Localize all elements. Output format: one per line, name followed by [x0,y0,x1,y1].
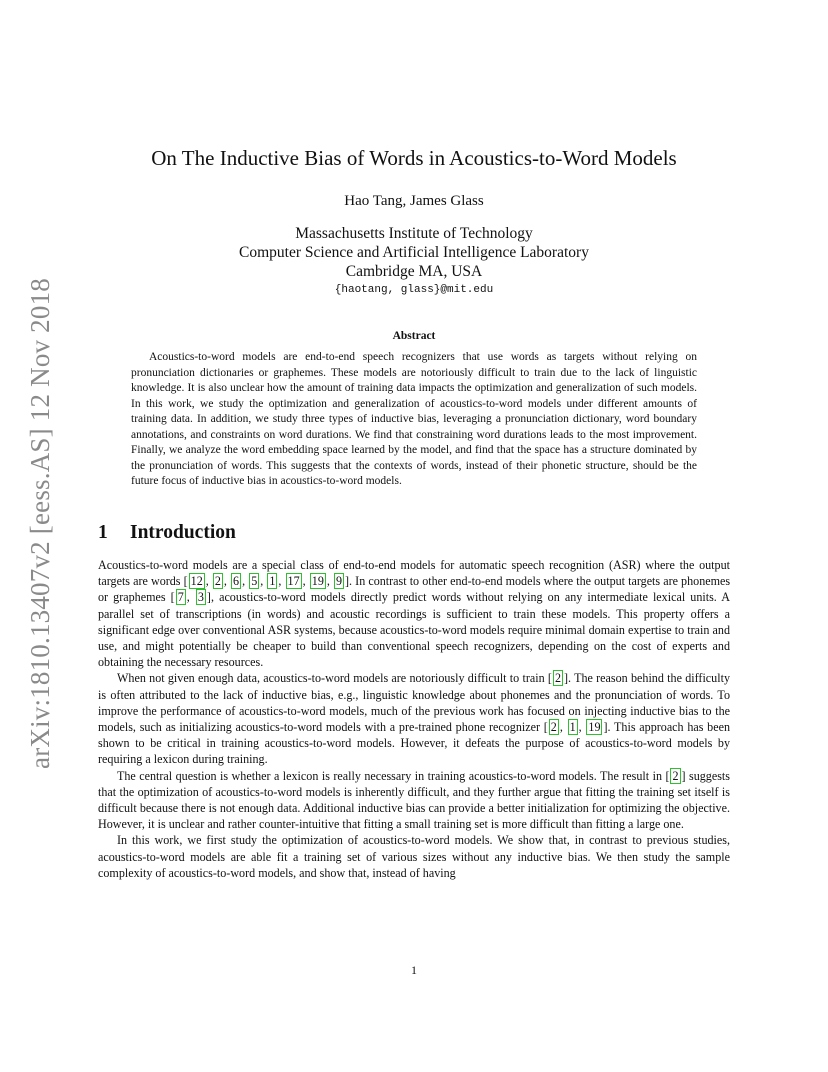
citation-link[interactable]: 3 [197,590,204,605]
affiliation-institute: Massachusetts Institute of Technology [295,225,533,242]
section-title: Introduction [130,522,236,543]
affiliation [0,224,828,281]
citation-group: 2 , 1 , 19 [550,720,601,735]
citation-group [669,769,681,783]
citation-link[interactable]: 2 [214,574,221,589]
citation-link[interactable]: 2 [550,720,557,735]
citation-link[interactable]: 19 [588,720,601,735]
citation-link[interactable]: 1 [569,720,576,735]
section-heading [98,522,730,544]
citation-group [552,671,564,685]
affiliation-lab: Computer Science and Artificial Intelligence Laboratory [239,244,589,261]
abstract-text: Acoustics-to-word models are end-to-end speech recognizers that use words as targets without relying on pronunciation dictionaries or graphemes. These models are notoriously difficult to train due to the lack of linguistic knowledge. It is also unclear how the amount of training data impacts the optimization and generalization of such models. In this work, we study the optimization and generalization of acoustics-to-word models under different amounts of training data. In addition, we study three types of inductive bias, leveraging a pronunciation dictionary, word boundary annotations, and constraints on word durations. We find that constraining word durations leads to the most improvement. Finally, we analyze the word embedding space learned by the model, and find that the space has a structure dominated by the pronunciation of words. This suggests that the contexts of words, instead of their phonetic structure, should be the future focus of inductive bias in acoustics-to-word models. [131,351,697,487]
paragraph-3: The central question is whether a lexicon is really necessary in training acoustics-to-word models. The result in [ 2 ] suggests that the optimization of acoustics-to-word models is inherently difficult, and they further argue that fitting the training set itself is difficult because there is not enough data. Additional inductive bias can provide a better initialization for optimizing the objective. However, it is unclear and rather counter-intuitive that fitting a small training set is more difficult than fitting a large one. [98,768,730,832]
citation-link[interactable]: 9 [335,574,343,589]
body-text [98,557,730,881]
citation-group: 12 , 2 , 6 , 5 , 1 , 17 , 19 , 9 [190,574,343,589]
author-email: {haotang, glass}@mit.edu [334,284,494,296]
citation-link[interactable]: 12 [190,574,203,589]
abstract-heading: Abstract [392,330,436,342]
citation-link[interactable]: 19 [311,574,324,589]
paragraph-4: In this work, we first study the optimization of acoustics-to-word models. We show that, in contrast to previous studies, acoustics-to-word models are able fit a training set of various sizes without any inductive bias. We then study the sample complexity of acoustics-to-word models, and show that, instead of having [98,833,730,880]
paragraph-1: Acoustics-to-word models are a special class of end-to-end models for automatic speech recognition (ASR) where the output targets are words [ 12 , 2 , 6 , 5 , 1 , 17 , 19 , 9 ]. In contrast to other end-to-end models where the output targets are phonemes or graphemes [ 7 , 3 ], acoustics-to-word models directly predict words without relying on any intermediate lexical units. A parallel set of transcriptions (in words) and acoustic recordings is sufficient to train these models. This property offers a significant edge over conventional ASR systems, because acoustics-to-word models require minimal domain expertise to train and use, and might potentially be cheaper to build than conventional speech recognizers, depending on the cost of experts and obtaining the necessary resources. [98,558,731,670]
page-number: 1 [411,963,417,977]
paragraph-2: When not given enough data, acoustics-to-word models are notoriously difficult to train [ 2 ]. The reason behind the difficulty is often attributed to the lack of inductive bias, e.g., linguistic knowledge about phonemes and the pronunciation of words. To improve the performance of acoustics-to-word models, much of the previous work has focused on injecting inductive bias to the models, such as initializing acoustics-to-word models with a pre-trained phone recognizer [ 2 , 1 , 19 ]. This approach has been shown to be critical in training acoustics-to-word models. However, it defeats the purpose of acoustics-to-word models by requiring a lexicon during training. [98,671,731,767]
paper-title: On The Inductive Bias of Words in Acoustics-to-Word Models [151,146,677,170]
citation-group: 7 , 3 [177,590,204,605]
affiliation-location: Cambridge MA, USA [345,263,483,280]
citation-link[interactable]: 7 [177,590,184,605]
citation-link[interactable]: 2 [554,671,561,686]
citation-link[interactable]: 6 [233,574,240,589]
citation-link[interactable]: 1 [269,574,276,589]
citation-link[interactable]: 5 [251,574,258,589]
citation-link[interactable]: 2 [672,768,679,783]
arxiv-stamp [20,272,60,774]
citation-link[interactable]: 17 [287,574,300,589]
author-list: Hao Tang, James Glass [344,193,484,209]
arxiv-identifier: arXiv:1810.13407v2 [eess.AS] 12 Nov 2018 [24,277,55,769]
section-number: 1 [98,522,108,543]
